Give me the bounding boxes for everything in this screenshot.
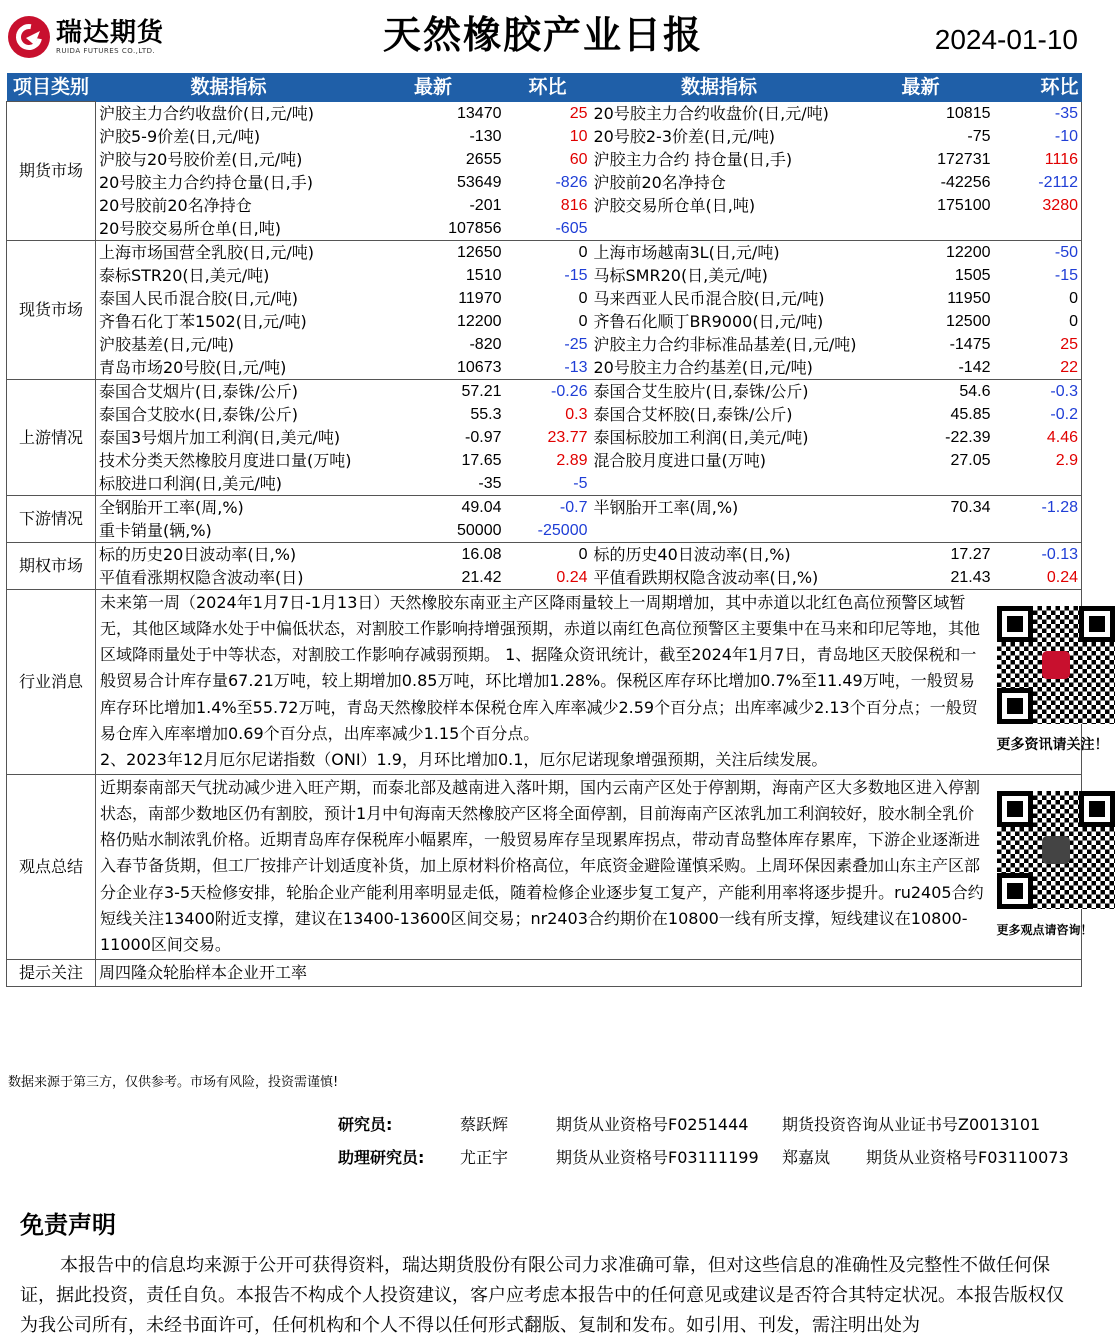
change-value: -15 bbox=[564, 266, 588, 284]
indicator-name: 平值看涨期权隐含波动率(日) bbox=[96, 566, 362, 590]
assistant-name-2: 郑嘉岚 bbox=[782, 1148, 831, 1167]
col-latest: 最新 bbox=[362, 73, 505, 102]
col-category: 项目类别 bbox=[7, 73, 96, 102]
latest-value: 17.27 bbox=[950, 545, 991, 563]
col-change-right: 环比 bbox=[994, 73, 1082, 102]
researcher-name: 蔡跃辉 bbox=[460, 1115, 509, 1134]
table-row bbox=[7, 519, 1082, 543]
change-value: 25 bbox=[569, 104, 588, 122]
assistant-cert-2: 期货从业资格号F03110073 bbox=[866, 1148, 1069, 1167]
report-title: 天然橡胶产业日报 bbox=[382, 13, 703, 57]
indicator-name: 泰标STR20(日,美元/吨) bbox=[99, 265, 270, 285]
latest-value bbox=[848, 217, 994, 241]
change-value: -25 bbox=[564, 335, 588, 353]
change-value: 4.46 bbox=[994, 426, 1082, 449]
section-label: 现货市场 bbox=[7, 240, 96, 379]
change-value: 816 bbox=[560, 196, 588, 214]
indicator-name: 平值看跌期权隐含波动率(日,%) bbox=[591, 566, 848, 590]
indicator-name: 技术分类天然橡胶月度进口量(万吨) bbox=[99, 450, 352, 470]
col-indicator-right: 数据指标 bbox=[591, 73, 848, 102]
change-value: -0.7 bbox=[559, 498, 588, 516]
indicator-name: 沪胶交易所仓单(日,吨) bbox=[593, 195, 756, 215]
indicator-name: 泰国合艾胶水(日,泰铢/公斤) bbox=[99, 404, 298, 424]
change-value: 1116 bbox=[994, 148, 1082, 171]
table-row bbox=[7, 102, 1082, 125]
latest-value bbox=[848, 472, 994, 496]
view-label: 观点总结 bbox=[7, 774, 96, 959]
latest-value: 53649 bbox=[457, 173, 502, 191]
indicator-name: 重卡销量(辆,%) bbox=[96, 519, 362, 543]
indicator-name: 20号胶主力合约基差(日,元/吨) bbox=[591, 356, 848, 380]
latest-value: 17.65 bbox=[461, 451, 502, 469]
researcher-label: 研究员: bbox=[338, 1115, 393, 1134]
indicator-name: 马来西亚人民币混合胶(日,元/吨) bbox=[593, 288, 825, 308]
change-value: 0.24 bbox=[505, 566, 591, 590]
latest-value: -75 bbox=[967, 127, 991, 145]
latest-value: 172731 bbox=[937, 150, 991, 168]
news-label: 行业消息 bbox=[7, 589, 96, 774]
latest-value: 55.3 bbox=[470, 405, 502, 423]
section-label: 期权市场 bbox=[7, 542, 96, 589]
news-paragraph-2: 2、2023年12月厄尔尼诺指数（ONI）1.9，月环比增加0.1，厄尔尼诺现象增强预期，关注后续发展。 bbox=[100, 750, 828, 770]
table-row bbox=[7, 403, 1082, 426]
indicator-name: 上海市场国营全乳胶(日,元/吨) bbox=[99, 242, 314, 262]
latest-value: 11950 bbox=[947, 289, 991, 307]
change-value: 2.89 bbox=[556, 451, 588, 469]
change-value: -10 bbox=[994, 125, 1082, 148]
change-value: 25 bbox=[994, 333, 1082, 356]
change-value: 22 bbox=[994, 356, 1082, 380]
latest-value: -142 bbox=[848, 356, 994, 380]
latest-value: -820 bbox=[469, 335, 502, 353]
logo-english-name: RUIDA FUTURES CO.,LTD. bbox=[56, 47, 156, 55]
change-value: 2.9 bbox=[994, 449, 1082, 472]
latest-value: 45.85 bbox=[950, 405, 991, 423]
table-row bbox=[7, 264, 1082, 287]
table-row bbox=[7, 217, 1082, 241]
latest-value: 12650 bbox=[457, 243, 502, 261]
section-label: 下游情况 bbox=[7, 495, 96, 542]
researcher-cert-1: 期货从业资格号F0251444 bbox=[556, 1115, 749, 1134]
news-paragraph-1: 未来第一周（2024年1月7日-1月13日）天然橡胶东南亚主产区降雨量较上一周期增加，其中赤道以北红色高位预警区域暂无，其他区域降水处于中偏低状态，对割胶工作影响持增强预期，赤道以南红色高位预警区主要集中在马来和印尼等地，其他区域降雨量处于中等状态，对割胶工作影响存减弱预期。 1、据隆众资讯统计，截至2024年1月7日，青岛地区天胶保税和一般贸易合计库存量67.21万吨，较上期增加0.85万吨，环比增加1.28%。保税区库存环比增加0.7%至11.49万吨，一般贸易库存环比增加1.4%至55.72万吨，青岛天然橡胶样本保税仓库入库率减少2.59个百分点；出库率减少2.13个百分点；一般贸易仓库入库率增加0.69个百分点，出库率减少1.15个百分点。 bbox=[100, 592, 981, 743]
indicator-name: 马标SMR20(日,美元/吨) bbox=[593, 265, 768, 285]
change-value: 0 bbox=[994, 310, 1082, 333]
indicator-name: 青岛市场20号胶(日,元/吨) bbox=[96, 356, 362, 380]
latest-value: 50000 bbox=[362, 519, 505, 543]
view-qr-caption: 更多观点请咨询！ bbox=[996, 923, 1093, 938]
change-value: -50 bbox=[994, 240, 1082, 264]
indicator-name: 沪胶前20名净持仓 bbox=[593, 172, 726, 192]
indicator-name bbox=[591, 472, 848, 496]
indicator-name: 泰国3号烟片加工利润(日,美元/吨) bbox=[99, 427, 341, 447]
change-value: -1.28 bbox=[994, 495, 1082, 519]
report-header bbox=[0, 0, 1086, 68]
indicator-name: 标胶进口利润(日,美元/吨) bbox=[96, 472, 362, 496]
indicator-name: 20号胶主力合约收盘价(日,元/吨) bbox=[593, 103, 829, 123]
table-row bbox=[7, 379, 1082, 403]
indicator-name: 全钢胎开工率(周,%) bbox=[99, 497, 244, 517]
indicator-name: 沪胶5-9价差(日,元/吨) bbox=[99, 126, 261, 146]
report-date: 2024-01-10 bbox=[934, 24, 1078, 55]
view-qr-block bbox=[994, 774, 1093, 959]
researcher-cert-2: 期货投资咨询从业证书号Z0013101 bbox=[782, 1115, 1041, 1134]
latest-value: 12500 bbox=[946, 312, 991, 330]
tips-row bbox=[7, 959, 1082, 986]
news-qr-block bbox=[994, 589, 1109, 774]
change-value: 0 bbox=[578, 289, 588, 307]
indicator-name: 20号胶前20名净持仓 bbox=[99, 195, 252, 215]
change-value: -35 bbox=[994, 102, 1082, 125]
latest-value: 12200 bbox=[946, 243, 991, 261]
latest-value: 70.34 bbox=[950, 498, 991, 516]
table-header-row bbox=[7, 73, 1082, 102]
indicator-name: 沪胶基差(日,元/吨) bbox=[99, 334, 234, 354]
indicator-name: 泰国合艾生胶片(日,泰铢/公斤) bbox=[593, 381, 809, 401]
logo-name: 瑞达期货 bbox=[56, 18, 165, 48]
col-indicator: 数据指标 bbox=[96, 73, 362, 102]
indicator-name: 齐鲁石化顺丁BR9000(日,元/吨) bbox=[593, 311, 824, 331]
table-row bbox=[7, 356, 1082, 380]
change-value: -826 bbox=[555, 173, 588, 191]
table-row bbox=[7, 542, 1082, 566]
indicator-name: 混合胶月度进口量(万吨) bbox=[593, 450, 766, 470]
table-row bbox=[7, 426, 1082, 449]
change-value: -5 bbox=[505, 472, 591, 496]
change-value: 0 bbox=[578, 312, 588, 330]
latest-value: -130 bbox=[469, 127, 502, 145]
change-value: -0.26 bbox=[551, 382, 588, 400]
latest-value: 27.05 bbox=[950, 451, 991, 469]
latest-value: 21.42 bbox=[362, 566, 505, 590]
indicator-name: 半钢胎开工率(周,%) bbox=[593, 497, 739, 517]
indicator-name: 20号胶交易所仓单(日,吨) bbox=[96, 217, 362, 241]
disclaimer-text: 本报告中的信息均来源于公开可获得资料，瑞达期货股份有限公司力求准确可靠，但对这些信息的准确性及完整性不做任何保证，据此投资，责任自负。本报告不构成个人投资建议，客户应考虑本报告中的任何意见或建议是否符合其特定状况。本报告版权仅为我公司所有，未经书面许可，任何机构和个人不得以任何形式翻版、复制和发布。如引用、刊发，需注明出处为 bbox=[20, 1255, 1064, 1336]
latest-value: 54.6 bbox=[959, 382, 991, 400]
change-value: -15 bbox=[994, 264, 1082, 287]
latest-value: -201 bbox=[469, 196, 502, 214]
assistant-cert-1: 期货从业资格号F03111199 bbox=[556, 1148, 759, 1167]
latest-value: 1505 bbox=[954, 266, 991, 284]
change-value: 0 bbox=[578, 545, 588, 563]
change-value: 10 bbox=[569, 127, 588, 145]
indicator-name: 沪胶主力合约 持仓量(日,手) bbox=[593, 149, 793, 169]
latest-value bbox=[848, 519, 994, 543]
latest-value: 11970 bbox=[458, 289, 502, 307]
change-value: 23.77 bbox=[547, 428, 588, 446]
data-table bbox=[6, 73, 1109, 987]
indicator-name: 泰国人民币混合胶(日,元/吨) bbox=[99, 288, 298, 308]
indicator-name: 标的历史20日波动率(日,%) bbox=[99, 544, 297, 564]
qr-code-icon bbox=[997, 791, 1115, 909]
change-value: 60 bbox=[569, 150, 588, 168]
tips-label: 提示关注 bbox=[7, 959, 96, 986]
change-value: -25000 bbox=[505, 519, 591, 543]
table-row bbox=[7, 194, 1082, 217]
change-value: -2112 bbox=[994, 171, 1082, 194]
section-label: 期货市场 bbox=[7, 102, 96, 241]
latest-value: -0.97 bbox=[465, 428, 502, 446]
indicator-name: 标的历史40日波动率(日,%) bbox=[593, 544, 791, 564]
change-value: 0 bbox=[578, 243, 588, 261]
indicator-name: 齐鲁石化丁苯1502(日,元/吨) bbox=[99, 311, 307, 331]
latest-value: 57.21 bbox=[461, 382, 502, 400]
table-row bbox=[7, 148, 1082, 171]
change-value: -13 bbox=[505, 356, 591, 380]
change-value: 3280 bbox=[994, 194, 1082, 217]
col-change: 环比 bbox=[505, 73, 591, 102]
change-value bbox=[994, 472, 1082, 496]
qr-code-icon bbox=[997, 606, 1115, 724]
indicator-name bbox=[591, 217, 848, 241]
change-value: 0 bbox=[994, 287, 1082, 310]
table-row bbox=[7, 333, 1082, 356]
change-value: -0.3 bbox=[994, 379, 1082, 403]
latest-value: 1510 bbox=[465, 266, 502, 284]
view-text: 近期泰南部天气扰动减少进入旺产期，而泰北部及越南进入落叶期，国内云南产区处于停割期，海南产区大多数地区进入停割状态，南部少数地区仍有割胶，预计1月中旬海南天然橡胶产区将全面停割，目前海南产区浓乳加工利润较好，胶水制全乳价格仍贴水制浓乳价格。近期青岛库存保税库小幅累库，一般贸易库存呈现累库拐点，带动青岛整体库存累库，下游企业逐渐进入春节备货期，但工厂按排产计划适度补货，加上原材料价格高位，年底资金避险谨慎采购。上周环保因素叠加山东主产区部分企业存3-5天检修安排，轮胎企业产能利用率明显走低，随着检修企业逐步复工复产，产能利用率将逐步提升。ru2405合约短线关注13400附近支撑，建议在13400-13600区间交易；nr2403合约期价在10800一线有所支撑，短线建议在10800-11000区间交易。 bbox=[96, 774, 994, 959]
change-value: 0.24 bbox=[994, 566, 1082, 590]
indicator-name bbox=[591, 519, 848, 543]
latest-value: 107856 bbox=[362, 217, 505, 241]
col-latest-right: 最新 bbox=[848, 73, 994, 102]
table-row bbox=[7, 287, 1082, 310]
latest-value: 21.43 bbox=[848, 566, 994, 590]
section-label: 上游情况 bbox=[7, 379, 96, 495]
indicator-name: 20号胶2-3价差(日,元/吨) bbox=[593, 126, 775, 146]
indicator-name: 沪胶与20号胶价差(日,元/吨) bbox=[99, 149, 303, 169]
indicator-name: 泰国标胶加工利润(日,美元/吨) bbox=[593, 427, 809, 447]
change-value: -0.13 bbox=[994, 542, 1082, 566]
source-note: 数据来源于第三方，仅供参考。市场有风险，投资需谨慎! bbox=[8, 1075, 339, 1090]
table-row bbox=[7, 125, 1082, 148]
latest-value: -1475 bbox=[949, 335, 991, 353]
table-row bbox=[7, 310, 1082, 333]
tips-text: 周四隆众轮胎样本企业开工率 bbox=[96, 959, 1082, 986]
latest-value: 175100 bbox=[937, 196, 991, 214]
latest-value: 2655 bbox=[465, 150, 502, 168]
news-text bbox=[96, 589, 994, 774]
table-row bbox=[7, 472, 1082, 496]
latest-value: 10815 bbox=[946, 104, 991, 122]
assistant-name-1: 尤正宇 bbox=[460, 1148, 509, 1167]
table-row bbox=[7, 171, 1082, 194]
table-row bbox=[7, 566, 1082, 590]
change-value: -605 bbox=[505, 217, 591, 241]
latest-value: 16.08 bbox=[461, 545, 502, 563]
latest-value: -42256 bbox=[940, 173, 991, 191]
assistant-label: 助理研究员: bbox=[338, 1148, 425, 1167]
table-row bbox=[7, 449, 1082, 472]
indicator-name: 沪胶主力合约非标准品基差(日,元/吨) bbox=[593, 334, 857, 354]
indicator-name: 泰国合艾杯胶(日,泰铢/公斤) bbox=[593, 404, 793, 424]
news-qr-caption: 更多资讯请关注！ bbox=[996, 737, 1109, 754]
news-row bbox=[7, 589, 1082, 774]
indicator-name: 20号胶主力合约持仓量(日,手) bbox=[99, 172, 313, 192]
latest-value: 12200 bbox=[457, 312, 502, 330]
latest-value: -22.39 bbox=[945, 428, 991, 446]
latest-value: 49.04 bbox=[461, 498, 502, 516]
change-value bbox=[994, 217, 1082, 241]
change-value: 0.3 bbox=[565, 405, 588, 423]
latest-value: 13470 bbox=[457, 104, 502, 122]
table-row bbox=[7, 240, 1082, 264]
table-row bbox=[7, 495, 1082, 519]
indicator-name: 泰国合艾烟片(日,泰铢/公斤) bbox=[99, 381, 298, 401]
indicator-name: 上海市场越南3L(日,元/吨) bbox=[593, 242, 780, 262]
latest-value: 10673 bbox=[362, 356, 505, 380]
latest-value: -35 bbox=[362, 472, 505, 496]
change-value bbox=[994, 519, 1082, 543]
view-row bbox=[7, 774, 1082, 959]
disclaimer-title: 免责声明 bbox=[20, 1211, 116, 1239]
change-value: -0.2 bbox=[994, 403, 1082, 426]
indicator-name: 沪胶主力合约收盘价(日,元/吨) bbox=[99, 103, 314, 123]
